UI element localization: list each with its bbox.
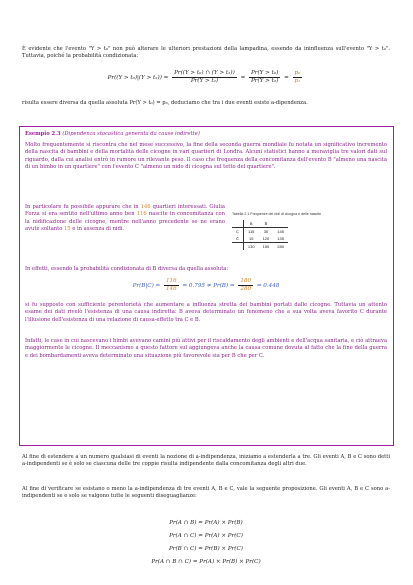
example-title	[25, 131, 200, 138]
conditional-probability-equation	[22, 70, 390, 85]
formula-lhs: Pr(B|C) =	[132, 283, 161, 289]
contingency-table	[232, 220, 288, 250]
example-subtitle: (Dipendenza stocastica generata da cause indirette)	[62, 131, 200, 137]
intro-conclusion: risulta essere diversa da quella assoluta Pr(Y > t₀) = p₀, deduciamo che tra i due eventi esiste a-dipendenza.	[22, 100, 308, 106]
example-number: Esempio 2.3	[25, 131, 61, 137]
independence-paragraph-2: Al fine di verificare se esistano o meno la a-indipendenza di tre eventi A, B e C, vale la seguente proposizione. Gli eventi A, B e C sono a-indipendenti se e solo se valgono tutte le seguenti diseguaglianze:	[22, 486, 390, 500]
table-total-row	[232, 243, 288, 251]
formula-ab: Pr(A ∩ B) = Pr(A) × Pr(B)	[169, 520, 243, 526]
eq-denominator-2: Pr(Y > t₂)	[251, 78, 279, 84]
example-paragraph-2	[25, 204, 225, 234]
table-header-row	[232, 220, 288, 228]
table-cell: 30	[263, 229, 269, 234]
table-header-cell	[273, 220, 288, 228]
eq-numerator-1: Pr((Y > t₀) ∩ (Y > t₂))	[174, 70, 235, 76]
formula-abc: Pr(A ∩ B ∩ C) = Pr(A) × Pr(B) × Pr(C)	[151, 559, 261, 565]
table-header-cell	[232, 220, 243, 228]
table-header-cell: B	[243, 220, 258, 228]
eq-denominator-3: p₂	[294, 78, 301, 84]
formula-denominator-2: 280	[240, 286, 252, 292]
example-paragraph-1: Molto frequentemente si riscontra che nel mese successivo, la fine della seconda guerra mondiale fu notata un significativo incremento della nascita di bambini e della mortalità delle cicogne in vari quartieri di Londra. Alcuni statistici hanno a meraviglia tre valori dati sul riguardo, dalla cui analisi entrò in rumore un rilevante peso. Il caso che frequenza della concomitanza dell'evento B "almeno una nascita di un bimbo in un quartiere" con l'evento C "almeno un nido di cicogna sul tetto del quartiere".	[25, 142, 387, 171]
table-cell: 115	[248, 229, 255, 234]
table-cell: 135	[277, 236, 284, 241]
table-cell: 280	[273, 243, 288, 251]
table-header-cell: B̄	[259, 220, 274, 228]
table-cell: 120	[262, 236, 270, 241]
table-caption: Tabella 2.1 Frequenze dei nidi di cicogna e delle nascite	[232, 212, 322, 216]
p2-number-quarters: 146	[140, 204, 151, 210]
conditional-vs-absolute-formula	[22, 278, 390, 293]
eq-denominator-1: Pr(Y > t₂)	[190, 78, 219, 84]
table-cell: 145	[277, 229, 284, 234]
formula-denominator-1: 146	[166, 286, 177, 292]
table-cell	[232, 243, 243, 251]
intro-paragraph: È evidente che l'evento "Y > t₀" non può alterare le ulteriori prestazioni della lampadina, essendo da ininfluenza sull'evento "Y > t₀". Tuttavia, poiché la probabilità condizionata:	[22, 46, 390, 60]
table-cell: C	[232, 228, 243, 236]
eq-lhs: Pr((Y > t₀)|(Y > t₂)) =	[107, 75, 169, 81]
p2-text-a: In particolare fu possibile appurare che in	[25, 204, 139, 210]
formula-fraction-2	[238, 278, 253, 293]
eq-fraction-2	[249, 70, 280, 85]
eq-fraction-1	[172, 70, 237, 85]
formula-middle: = 0.795 ≠ Pr(B) =	[182, 283, 235, 289]
formula-fraction-1	[164, 278, 179, 293]
example-paragraph-5: Infatti, le case in cui nascevano i bimbi avevano camini più attivi per il riscaldamento degli ambienti e dell'acqua sanitaria, e ciò attraeva maggiormente le cicogne. Il meccanismo a questo fattore sul aggiungeva anche la causa comune dovuta al fatto che la fine della guerra e dei bombardamenti aveva determinato una situazione più favorevole sia per B che per C.	[25, 338, 387, 359]
table-cell: 130	[243, 243, 258, 251]
eq-fraction-3	[293, 70, 303, 85]
table-cell: 15	[249, 236, 254, 241]
table-row	[232, 235, 288, 243]
p2-number-births: 116	[136, 211, 147, 218]
independence-paragraph-1: Al fine di estendere a un numero qualsiasi di eventi la nozione di a-indipendenza, iniziamo a estenderla a tre. Gli eventi A, B e C sono detti a-indipendenti se è solo se ciascuna delle tre coppie risulta indipendente dalla concomitanza degli altri due.	[22, 454, 390, 468]
formula-end: = 0.448	[256, 283, 280, 289]
p2-number-without: 15	[64, 226, 71, 233]
table-row	[232, 228, 288, 236]
eq-numerator-3: p₀	[294, 70, 301, 76]
example-paragraph-3: In effetti, essendo la probabilità condizionata di B diversa da quella assoluta:	[25, 266, 229, 272]
p2-text-d: e in assenza di nidi.	[72, 226, 125, 233]
formula-ac: Pr(A ∩ C) = Pr(A) × Pr(C)	[169, 533, 243, 539]
table-cell: 150	[259, 243, 274, 251]
p2-text-c: nascite in concomitanza con la nidificazione delle cicogne, mentre nell'anno precedente se ne erano avute soltanto	[25, 211, 226, 233]
eq-numerator-2: Pr(Y > t₀)	[251, 70, 279, 76]
eq-equals-2: =	[284, 75, 289, 81]
p2-text-b: quartieri interessati. Giulia Forza si era sentito nell'ultimo anno ben	[25, 204, 225, 218]
formula-bc: Pr(B ∩ C) = Pr(B) × Pr(C)	[169, 546, 243, 552]
eq-equals: =	[240, 75, 246, 81]
formula-numerator-2: 180	[240, 278, 252, 284]
example-paragraph-4: si fu supposto con sufficiente perentorietà che aumentare a influenza stretta dei bambini portati dalle cicogne. Tuttavia un attento esame dei dati rivelò l'esistenza di una causa indiretta: B aveva determinato un fenomeno che a sua volta aveva favorito C durante l'illusione dell'esistenza di una relazione di causa-effetto tra C e B.	[25, 302, 387, 323]
formula-numerator-1: 116	[166, 278, 177, 284]
table-cell: C̄	[232, 235, 243, 243]
